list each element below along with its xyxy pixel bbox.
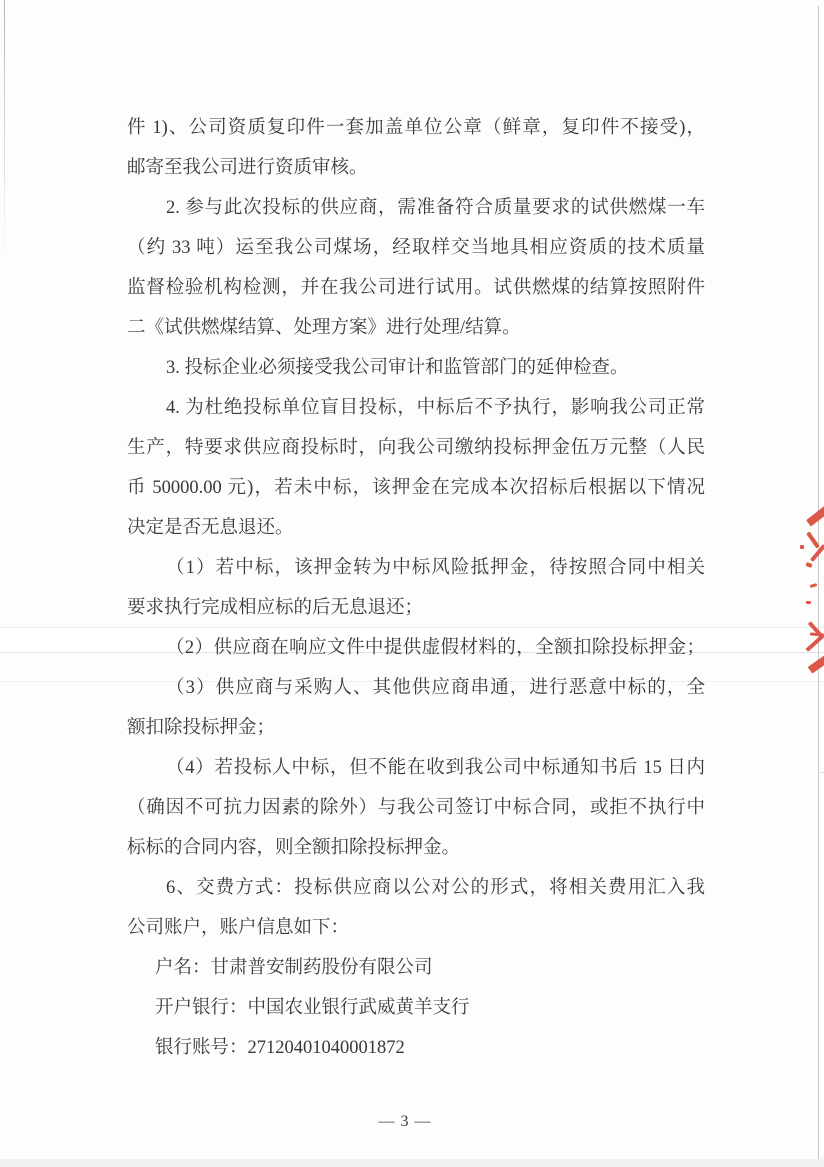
text-line: 2. 参与此次投标的供应商，需准备符合质量要求的试供燃煤一车 xyxy=(166,198,705,218)
text-line: 3. 投标企业必须接受我公司审计和监管部门的延伸检查。 xyxy=(166,358,629,378)
text-line: 6、交费方式：投标供应商以公对公的形式，将相关费用汇入我 xyxy=(166,878,705,898)
text-line: 生产，特要求供应商投标时，向我公司缴纳投标押金伍万元整（人民 xyxy=(127,438,705,458)
seal-stroke-icon xyxy=(806,601,811,604)
seal-stroke-icon xyxy=(810,583,818,588)
page-number: — 3 — xyxy=(378,1113,432,1130)
seal-stroke-icon xyxy=(810,632,824,636)
text-line: （3）供应商与采购人、其他供应商串通，进行恶意中标的，全 xyxy=(166,678,705,698)
seal-stroke-icon xyxy=(806,505,824,526)
seal-stroke-icon xyxy=(805,562,812,568)
text-line: （2）供应商在响应文件中提供虚假材料的，全额扣除投标押金； xyxy=(166,638,705,658)
text-line: 币 50000.00 元)，若未中标，该押金在完成本次招标后根据以下情况 xyxy=(127,478,705,498)
text-line: 件 1)、公司资质复印件一套加盖单位公章（鲜章，复印件不接受)， xyxy=(127,118,705,138)
text-line: 要求执行完成相应标的后无息退还； xyxy=(127,598,424,618)
text-line: 4. 为杜绝投标单位盲目投标，中标后不予执行，影响我公司正常 xyxy=(166,398,705,418)
text-line-bank-account-number: 银行账号：27120401040001872 xyxy=(155,1038,405,1058)
text-line: 二《试供燃煤结算、处理方案》进行处理/结算。 xyxy=(127,318,521,338)
text-line: （约 33 吨）运至我公司煤场，经取样交当地具相应资质的技术质量 xyxy=(127,238,705,258)
document-body xyxy=(127,108,705,1068)
seal-stroke-icon xyxy=(806,531,820,548)
seal-stroke-icon xyxy=(808,654,824,673)
text-line: （4）若投标人中标，但不能在收到我公司中标通知书后 15 日内 xyxy=(166,758,705,778)
text-line: 邮寄至我公司进行资质审核。 xyxy=(127,158,368,178)
seal-stroke-icon xyxy=(800,545,804,549)
seal-stroke-icon xyxy=(805,634,824,652)
text-line: 监督检验机构检测，并在我公司进行试用。试供燃煤的结算按照附件 xyxy=(127,278,705,298)
text-line: 决定是否无息退还。 xyxy=(127,518,294,538)
text-line-bank-name: 开户银行：中国农业银行武威黄羊支行 xyxy=(155,998,470,1018)
text-line: （1）若中标，该押金转为中标风险抵押金，待按照合同中相关 xyxy=(166,558,705,578)
text-line: 公司账户，账户信息如下： xyxy=(127,918,350,938)
text-line: 额扣除投标押金； xyxy=(127,718,276,738)
text-line: 标标的合同内容，则全额扣除投标押金。 xyxy=(127,838,461,858)
text-line-account-name: 户名：甘肃普安制药股份有限公司 xyxy=(155,958,433,978)
text-line: （确因不可抗力因素的除外）与我公司签订中标合同，或拒不执行中 xyxy=(127,798,705,818)
